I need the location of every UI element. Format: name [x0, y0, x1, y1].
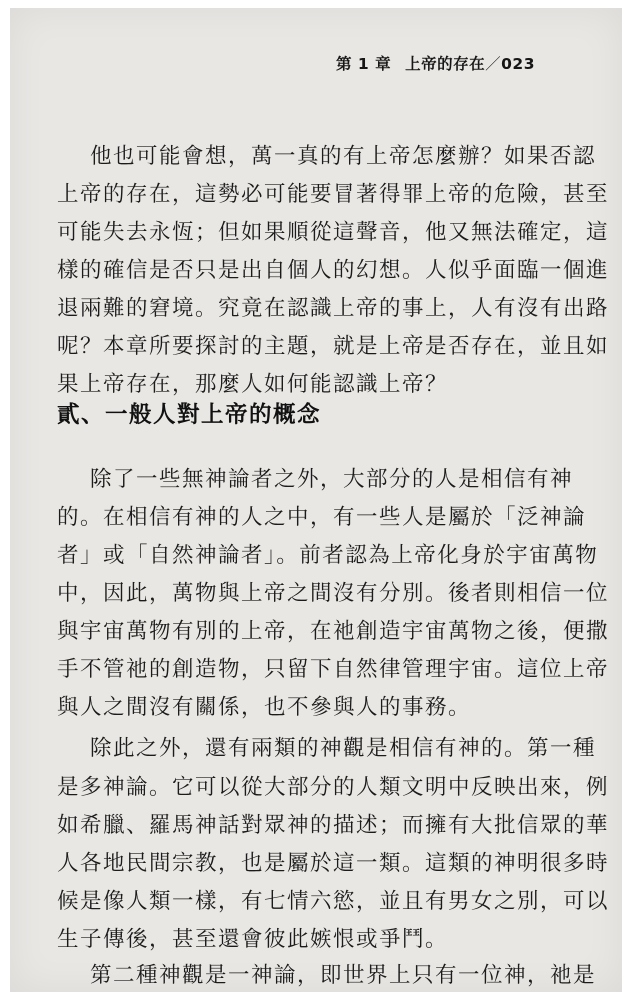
text-line: 候是像人類一樣，有七情六慾，並且有男女之別，可以	[57, 889, 610, 914]
section-heading: 貳、一般人對上帝的概念	[57, 402, 322, 428]
text-line: 他也可能會想，萬一真的有上帝怎麼辦？如果否認	[90, 144, 597, 169]
text-line: 生子傳後，甚至還會彼此嫉恨或爭鬥。	[57, 927, 449, 952]
text-line: 除此之外，還有兩類的神觀是相信有神的。第一種	[90, 736, 597, 761]
text-line: 手不管祂的創造物，只留下自然律管理宇宙。這位上帝	[57, 657, 610, 682]
text-line: 除了一些無神論者之外，大部分的人是相信有神	[90, 467, 574, 492]
text-line: 退兩難的窘境。究竟在認識上帝的事上，人有沒有出路	[57, 296, 610, 321]
text-line: 果上帝存在，那麼人如何能認識上帝？	[57, 372, 449, 397]
text-line: 是多神論。它可以從大部分的人類文明中反映出來，例	[57, 775, 610, 800]
header-separator: ／	[485, 55, 502, 73]
text-line: 如希臘、羅馬神話對眾神的描述；而擁有大批信眾的華	[57, 813, 610, 838]
text-line: 者」或「自然神論者」。前者認為上帝化身於宇宙萬物	[57, 543, 599, 568]
text-line: 第二種神觀是一神論，即世界上只有一位神，祂是	[90, 963, 597, 988]
text-line: 呢？本章所要探討的主題，就是上帝是否存在，並且如	[57, 334, 610, 359]
chapter-label: 第 1 章	[336, 55, 392, 73]
text-line: 樣的確信是否只是出自個人的幻想。人似乎面臨一個進	[57, 258, 610, 283]
chapter-title: 上帝的存在	[405, 55, 486, 73]
text-line: 人各地民間宗教，也是屬於這一類。這類的神明很多時	[57, 851, 610, 876]
text-line: 與宇宙萬物有別的上帝，在祂創造宇宙萬物之後，便撒	[57, 619, 610, 644]
text-line: 上帝的存在，這勢必可能要冒著得罪上帝的危險，甚至	[57, 182, 610, 207]
text-line: 中，因此，萬物與上帝之間沒有分別。後者則相信一位	[57, 581, 610, 606]
page-number: 023	[501, 55, 535, 73]
text-line: 可能失去永恆；但如果順從這聲音，他又無法確定，這	[57, 220, 610, 245]
running-header	[0, 52, 535, 74]
text-line: 與人之間沒有關係，也不參與人的事務。	[57, 695, 472, 720]
text-line: 的。在相信有神的人之中，有一些人是屬於「泛神論	[57, 505, 587, 530]
